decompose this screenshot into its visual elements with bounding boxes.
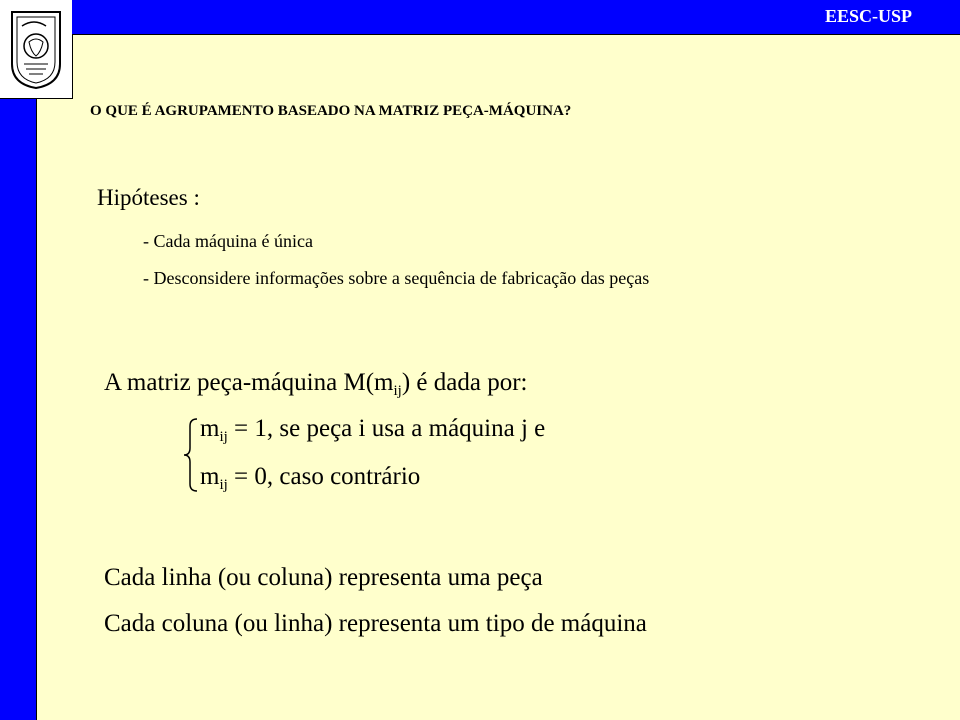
- definition-subscript: ij: [393, 383, 402, 399]
- definition-suffix: ) é dada por:: [401, 369, 528, 396]
- left-accent-bar: [0, 0, 37, 720]
- rows-statement: Cada linha (ou coluna) representa uma peça: [104, 564, 543, 591]
- columns-statement: Cada coluna (ou linha) representa um tipo de máquina: [104, 610, 647, 637]
- case-variable: m: [200, 415, 220, 442]
- slide-title: O QUE É AGRUPAMENTO BASEADO NA MATRIZ PEÇA-MÁQUINA?: [90, 103, 572, 119]
- hypotheses-heading: Hipóteses :: [97, 185, 200, 210]
- curly-brace-icon: [183, 418, 199, 492]
- definition-prefix: A matriz peça-máquina M(m: [104, 369, 394, 396]
- hypothesis-item: - Desconsidere informações sobre a sequência de fabricação das peças: [143, 268, 650, 288]
- top-header-bar: [72, 0, 960, 35]
- matrix-definition: [104, 369, 527, 400]
- case-equals-one: [200, 415, 545, 446]
- institution-label: EESC-USP: [824, 6, 912, 26]
- case-subscript: ij: [219, 477, 228, 493]
- case-variable: m: [200, 463, 220, 490]
- hypothesis-item: - Cada máquina é única: [143, 231, 313, 251]
- case-text: = 1, se peça i usa a máquina j e: [227, 415, 546, 442]
- usp-logo-icon: [8, 6, 64, 90]
- logo-box: [0, 0, 73, 99]
- case-subscript: ij: [219, 429, 228, 445]
- case-equals-zero: [200, 463, 420, 494]
- case-text: = 0, caso contrário: [227, 463, 421, 490]
